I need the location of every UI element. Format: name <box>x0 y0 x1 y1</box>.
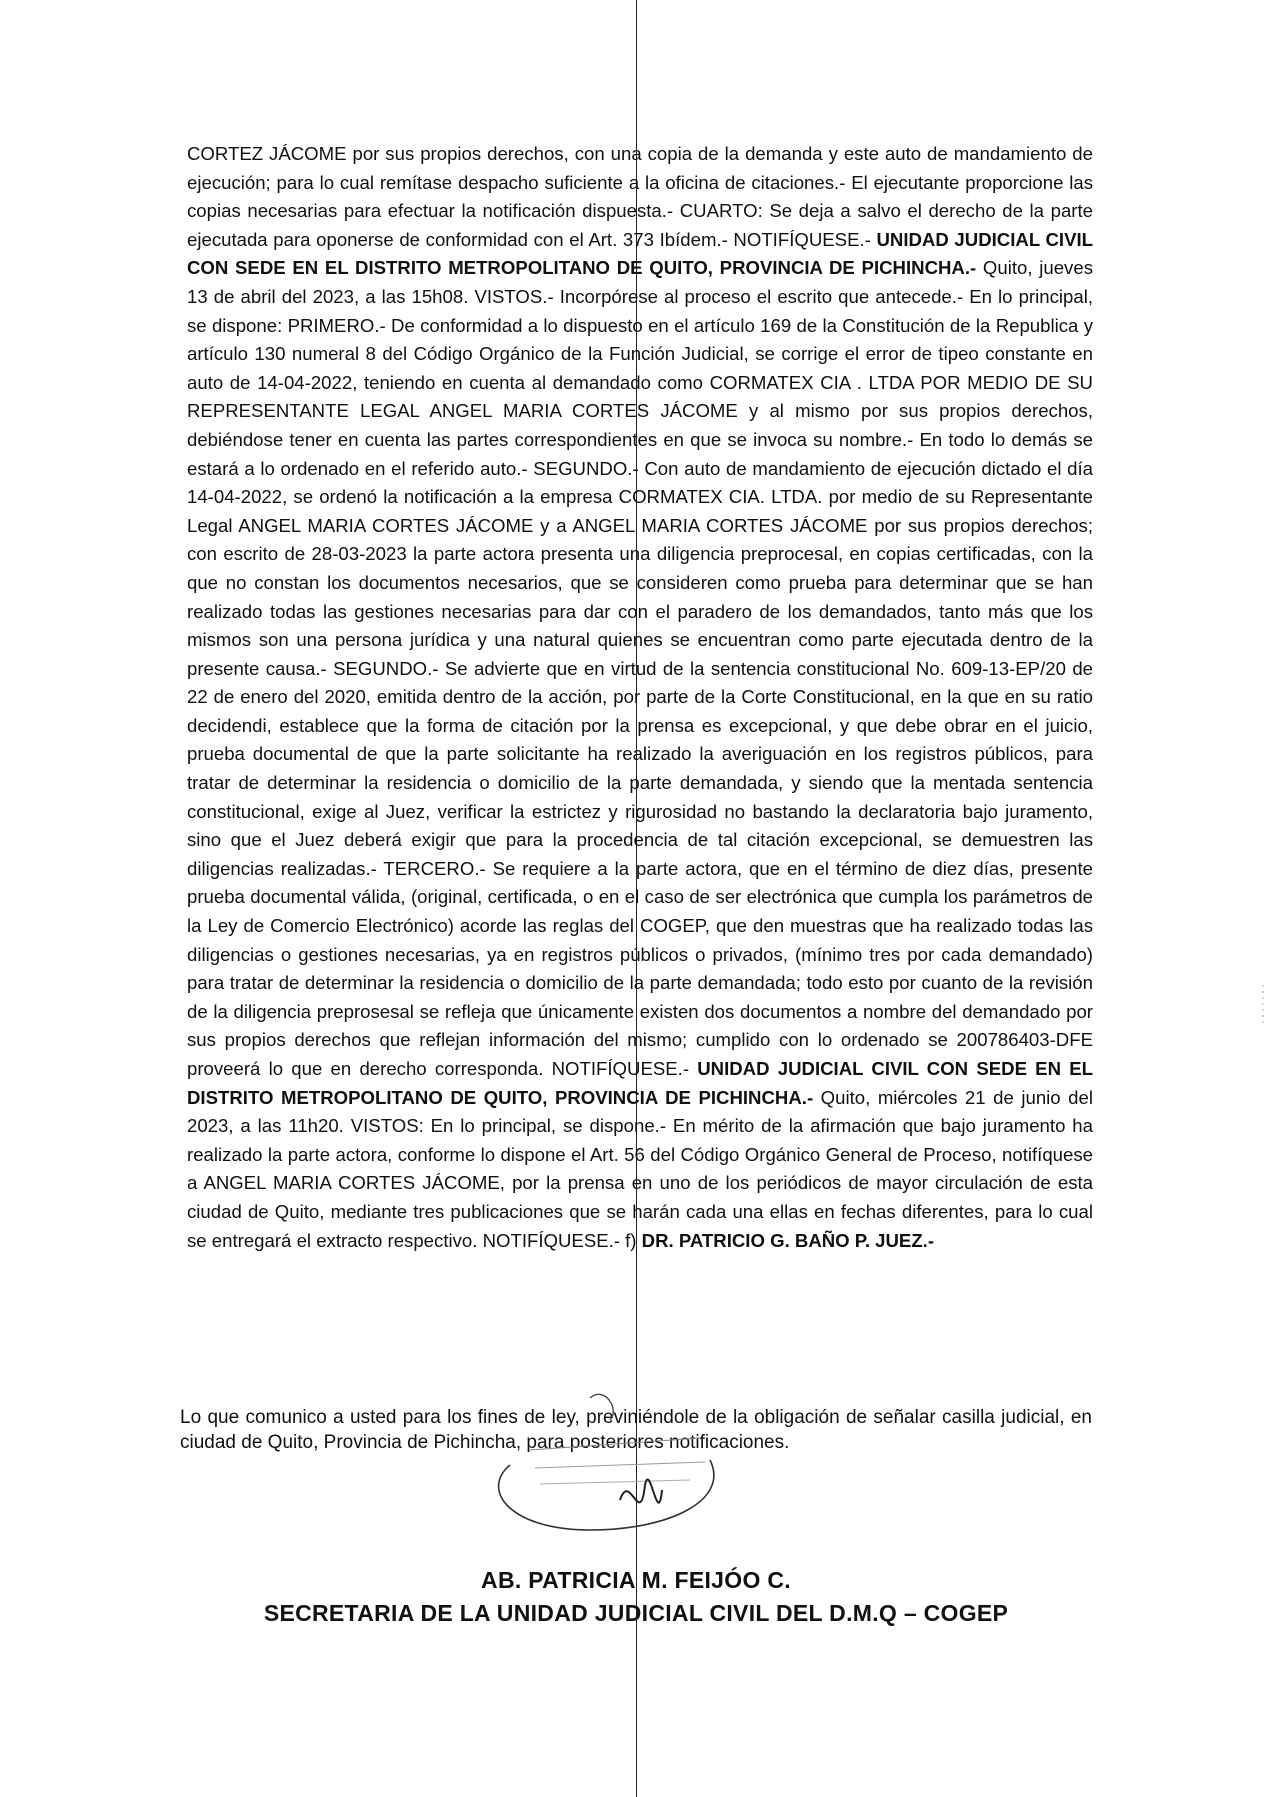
paragraph-1: CORTEZ JÁCOME por sus propios derechos, con una copia de la demanda y este auto de mandamiento de ejecución; para lo cual remítase despacho suficiente a la oficina de citaciones.- El ejecutante proporcione las copias necesarias para efectuar la notificación dispuesta.- CUARTO: Se deja a salvo el derecho de la parte ejecutada para oponerse de conformidad con el Art. 373 Ibídem.- NOTIFÍQUESE.- <box>187 143 1093 250</box>
court-header-2: UNIDAD JUDICIAL CIVIL CON SEDE EN EL DISTRITO METROPOLITANO DE QUITO, PROVINCIA DE PICHINCHA.- <box>187 1058 1093 1108</box>
document-body <box>187 140 1093 1255</box>
resolution-text <box>187 140 1093 1255</box>
scan-artifact <box>1262 985 1264 1025</box>
paragraph-2: Quito, jueves 13 de abril del 2023, a las 15h08. VISTOS.- Incorpórese al proceso el escrito que antecede.- En lo principal, se dispone: PRIMERO.- De conformidad a lo dispuesto en el artículo 169 de la Constitución de la Republica y artículo 130 numeral 8 del Código Orgánico de la Función Judicial, se corrige el error de tipeo constante en auto de 14-04-2022, teniendo en cuenta al demandado como CORMATEX CIA . LTDA POR MEDIO DE SU REPRESENTANTE LEGAL ANGEL MARIA CORTES JÁCOME y al mismo por sus propios derechos, debiéndose tener en cuenta las partes correspondientes en que se invoca su nombre.- En todo lo demás se estará a lo ordenado en el referido auto.- SEGUNDO.- Con auto de mandamiento de ejecución dictado el día 14-04-2022, se ordenó la notificación a la empresa CORMATEX CIA. LTDA. por medio de su Representante Legal ANGEL MARIA CORTES JÁCOME y a ANGEL MARIA CORTES JÁCOME por sus propios derechos; con escrito de 28-03-2023 la parte actora presenta una diligencia preprocesal, en copias certificadas, con la que no constan los documentos necesarios, que se consideren como prueba para determinar que se han realizado todas las gestiones necesarias para dar con el paradero de los demandados, tanto más que los mismos son una persona jurídica y una natural quienes se encuentran como parte ejecutada dentro de la presente causa.- SEGUNDO.- Se advierte que en virtud de la sentencia constitucional No. 609-13-EP/20 de 22 de enero del 2020, emitida dentro de la acción, por parte de la Corte Constitucional, en la que en su ratio decidendi, establece que la forma de citación por la prensa es excepcional, y que debe obrar en el juicio, prueba documental de que la parte solicitante ha realizado la averiguación en los registros públicos, para tratar de determinar la residencia o domicilio de la parte demandada, y siendo que la mentada sentencia constitucional, exige al Juez, verificar la estrictez y rigurosidad no bastando la declaratoria bajo juramento, sino que el Juez deberá exigir que para la procedencia de tal citación excepcional, se demuestren las diligencias realizadas.- TERCERO.- Se requiere a la parte actora, que en el término de diez días, presente prueba documental válida, (original, certificada, o en el caso de ser electrónica que cumpla los parámetros de la Ley de Comercio Electrónico) acorde las reglas del COGEP, que den muestras que ha realizado todas las diligencias o gestiones necesarias, ya en registros públicos o privados, (mínimo tres por cada demandado) para tratar de determinar la residencia o domicilio de la parte demandada; todo esto por cuanto de la revisión de la diligencia preprosesal se refleja que únicamente existen dos documentos a nombre del demandado por sus propios derechos que reflejan información del mismo; cumplido con lo ordenado se 200786403-DFE proveerá lo que en derecho corresponda. NOTIFÍQUESE.- <box>187 257 1093 1079</box>
court-header-1: UNIDAD JUDICIAL CIVIL CON SEDE EN EL DISTRITO METROPOLITANO DE QUITO, PROVINCIA DE PICHINCHA.- <box>187 228 1094 279</box>
paragraph-3: Quito, miércoles 21 de junio del 2023, a las 11h20. VISTOS: En lo principal, se dispone.- En mérito de la afirmación que bajo juramento ha realizado la parte actora, conforme lo dispone el Art. 56 del Código Orgánico General de Proceso, notifíquese a ANGEL MARIA CORTES JÁCOME, por la prensa en uno de los periódicos de mayor circulación de esta ciudad de Quito, mediante tres publicaciones que se harán cada una ellas en fechas diferentes, para lo cual se entregará el extracto respectivo. NOTIFÍQUESE.- f) <box>187 1086 1093 1251</box>
secretary-role: SECRETARIA DE LA UNIDAD JUDICIAL CIVIL DEL D.M.Q – COGEP <box>263 1600 1009 1626</box>
closing-notice: Lo que comunico a usted para los fines de ley, previniéndole de la obligación de señalar casilla judicial, en ciudad de Quito, Provincia de Pichincha, para posteriores notificaciones. <box>180 1407 1092 1453</box>
judge-signature-line: DR. PATRICIO G. BAÑO P. JUEZ.- <box>641 1229 935 1251</box>
secretary-name: AB. PATRICIA M. FEIJÓO C. <box>481 1567 791 1593</box>
handwritten-signature-stamp <box>470 1380 770 1560</box>
